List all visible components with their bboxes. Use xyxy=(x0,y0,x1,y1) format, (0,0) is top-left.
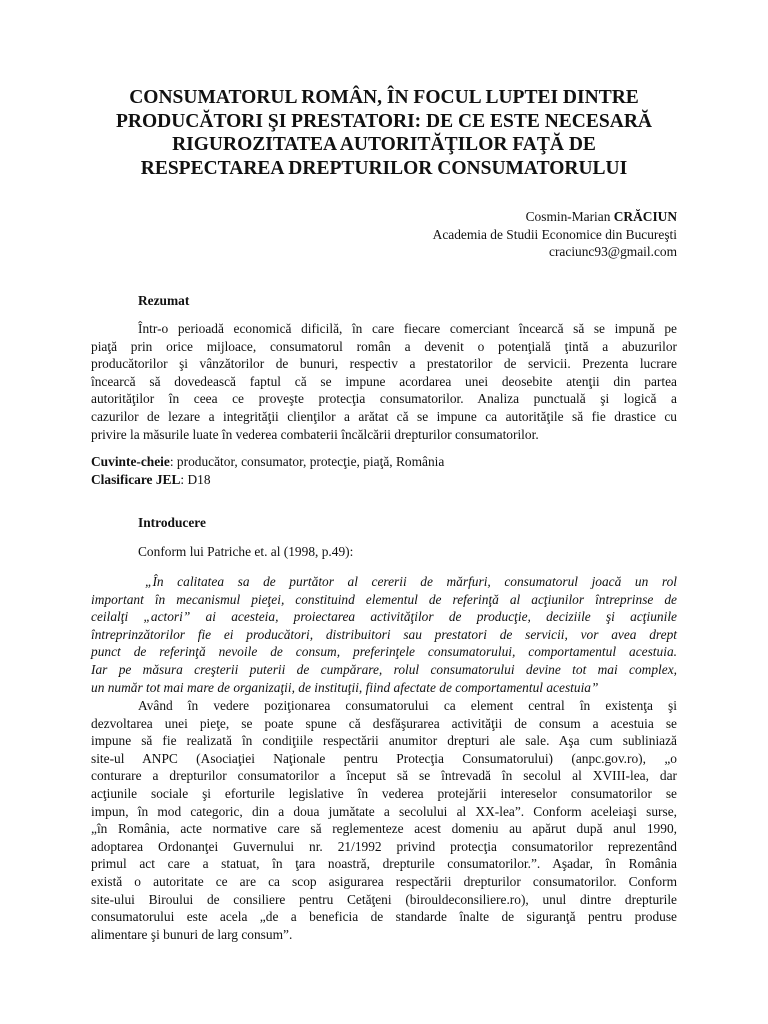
author-last-name: CRĂCIUN xyxy=(613,209,677,224)
abstract-paragraph xyxy=(91,320,677,443)
body-line: alimentare şi bunuri de larg consum”. xyxy=(91,926,293,942)
author-name xyxy=(433,208,677,226)
author-affiliation: Academia de Studii Economice din Bucureşti xyxy=(432,226,677,242)
jel-value: : D18 xyxy=(180,471,211,487)
abstract-line: privire la măsurile luate în vederea combaterii încălcării drepturilor consumatorilor. xyxy=(91,426,539,442)
jel-label: Clasificare JEL xyxy=(91,471,181,487)
abstract-line: autorităţilor în ceea ce proveşte protecţia consumatorilor. Analiza punctuală şi logică a xyxy=(91,391,677,407)
body-line: există o autoritate ce are ca scop asigurarea respectării drepturilor consumatorilor. Conform xyxy=(91,873,677,889)
block-quote xyxy=(91,573,677,696)
abstract-line: încearcă să dovedească faptul că se impune acordarea unei deosebite atenţii din partea xyxy=(91,373,677,389)
keywords-value: : producător, consumator, protecţie, piaţă, România xyxy=(169,454,445,469)
body-line: site-ului Biroului de consiliere pentru Cetăţeni (birouldeconsiliere.ro), unul dintre drepturile xyxy=(91,891,677,907)
body-line: adoptarea Ordonanţei Guvernului nr. 21/1992 privind protecţia consumatorilor reprezentând xyxy=(91,838,677,854)
author-email: craciunc93@gmail.com xyxy=(549,244,677,259)
quote-line: „În calitatea sa de purtător al cererii de mărfuri, consumatorul joacă un rol xyxy=(145,574,677,589)
keywords-line xyxy=(91,453,444,471)
title-line: RESPECTAREA DREPTURILOR CONSUMATORULUI xyxy=(140,157,628,179)
quote-line: Iar pe măsura creşterii puterii de cumpărare, rolul consumatorului devine tot mai complex, xyxy=(91,661,677,677)
abstract-line: piaţă prin orice mijloace, consumatorul român a devenit o potenţială ţintă a abuzurilor xyxy=(91,338,677,354)
abstract-line: cazurilor de lezare a integrităţii clienţilor a arătat că se impune ca autorităţile să fie drastice cu xyxy=(91,408,677,424)
title-line: PRODUCĂTORI ŞI PRESTATORI: DE CE ESTE NECESARĂ xyxy=(115,110,652,132)
intro-lead: Conform lui Patriche et. al (1998, p.49): xyxy=(138,544,354,559)
intro-paragraph xyxy=(91,697,677,943)
abstract-line: producătorilor şi vânzătorilor de bunuri, respectiv a prestatorilor de servicii. Prezenta lucrare xyxy=(91,356,677,372)
body-line: primul act care a statuat, în ţara noastră, drepturile consumatorilor.”. Aşadar, în România xyxy=(91,856,677,872)
paper-title xyxy=(92,86,676,180)
body-line: conturare a drepturilor consumatorilor a început să se întrevadă în secolul al XVIII-lea, dar xyxy=(91,768,677,784)
jel-line xyxy=(91,471,444,489)
body-line: dezvoltarea unei pieţe, se poate spune că desfăşurarea activităţii de consum a acestuia se xyxy=(91,715,677,731)
author-first-name: Cosmin-Marian xyxy=(525,209,611,224)
intro-heading: Introducere xyxy=(138,515,206,530)
body-line: Având în vedere poziţionarea consumatorului ca element central în existenţa şi xyxy=(138,698,677,713)
body-line: impune să fie realizată în condiţiile respectării anumitor drepturi ale sale. Aşa cum subliniază xyxy=(91,733,677,749)
title-line: CONSUMATORUL ROMÂN, ÎN FOCUL LUPTEI DINTRE xyxy=(129,87,639,108)
body-line: site-ul ANPC (Asociaţiei Naţionale pentru Protecţia Consumatorului) (anpc.gov.ro), „o xyxy=(91,750,677,766)
keywords-label: Cuvinte-cheie xyxy=(91,454,170,469)
body-line: „în România, acte normative care să reglementeze acest domeniu au apărut după anul 1990, xyxy=(91,821,677,837)
body-line: consumatorului este acela „de a beneficia de standarde înalte de siguranţă pentru produse xyxy=(91,909,677,925)
body-line: acţiunile sociale şi eforturile legislative în vederea protejării intereselor consumatorilor se xyxy=(91,785,677,801)
quote-line: întreprinzătorilor fie ei producători, distribuitori sau prestatori de servicii, vor avea drept xyxy=(91,626,677,642)
abstract-heading: Rezumat xyxy=(138,293,190,308)
quote-line: un număr tot mai mare de organizaţii, de instituţii, fiind afectate de comportamentul acestuia” xyxy=(91,679,599,695)
author-block xyxy=(433,208,677,261)
keywords-block xyxy=(91,453,444,488)
quote-line: important în mecanismul pieţei, constituind elementul de referinţă al acţiunilor întreprinse de xyxy=(91,591,677,607)
body-line: impun, în mod categoric, din a doua jumătate a secolului al XX-lea”. Conform aceleiaşi surse, xyxy=(91,803,677,819)
quote-line: ceilalţi „actori” ai acesteia, proiectarea activităţilor de producţie, deciziile şi acţiunile xyxy=(91,609,677,625)
quote-line: punct de referinţă nevoile de consum, preferinţele consumatorului, comportamentul acestuia. xyxy=(91,644,677,660)
abstract-line: Într-o perioadă economică dificilă, în care fiecare comerciant încearcă să se impună pe xyxy=(138,321,677,336)
title-line: RIGUROZITATEA AUTORITĂŢILOR FAŢĂ DE xyxy=(172,134,596,155)
